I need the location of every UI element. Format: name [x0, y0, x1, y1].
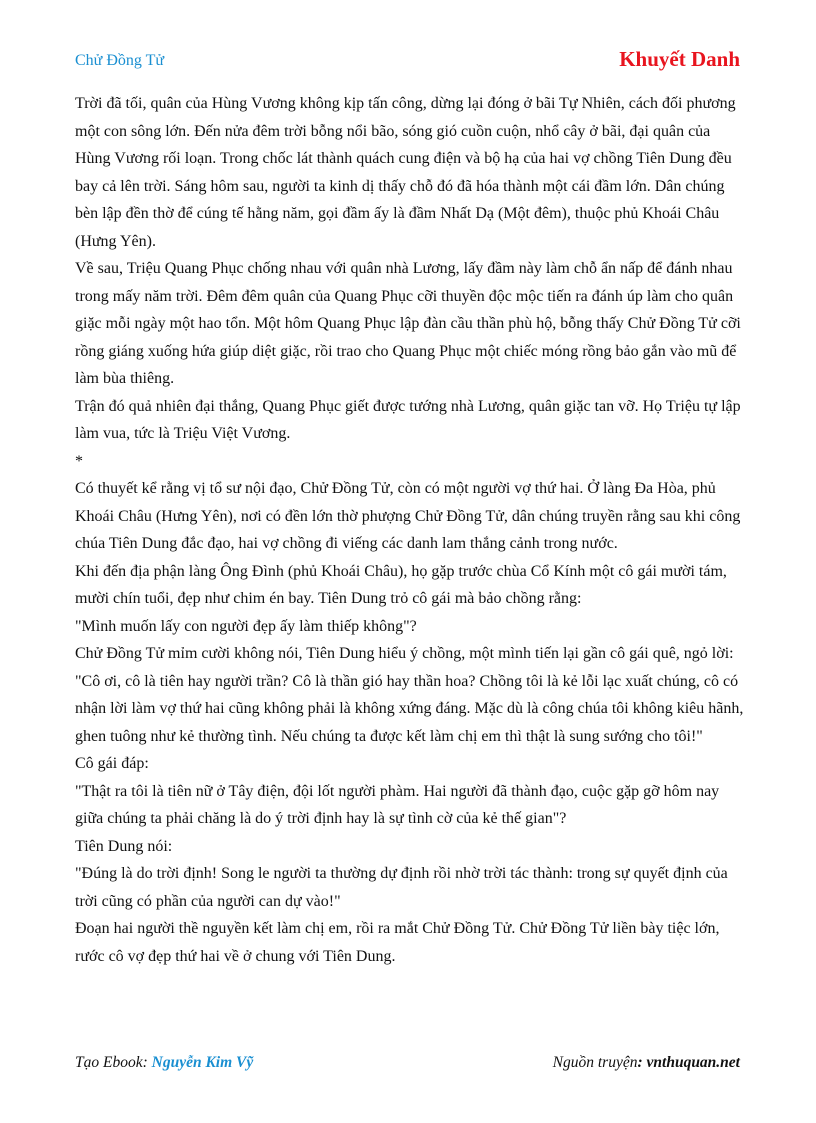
paragraph: Tiên Dung nói: — [75, 837, 173, 855]
ebook-credit: Tạo Ebook: Nguyễn Kim Vỹ — [75, 1054, 254, 1071]
paragraph: Đoạn hai người thề nguyền kết làm chị em, rồi ra mắt Chử Đồng Tử. Chử Đồng Tử liền bày tiệc lớn, rước cô vợ đẹp thứ hai về ở chung với Tiên Dung. — [75, 920, 720, 965]
story-title: Chử Đồng Tử — [75, 52, 165, 69]
paragraph: "Cô ơi, cô là tiên hay người trần? Cô là thần gió hay thần hoa? Chồng tôi là kẻ lỗi lạc xuất chúng, cô có nhận lời làm vợ thứ hai cũng không phải là không xứng đáng. Mặc dù là công chúa tôi không kiêu hãnh, ghen tuông như kẻ thường tình. Nếu chúng ta được kết làm chị em thì thật là sung sướng cho tôi!" — [75, 672, 744, 745]
paragraph: Trời đã tối, quân của Hùng Vương không kịp tấn công, dừng lại đóng ở bãi Tự Nhiên, cách đối phương một con sông lớn. Đến nửa đêm trời bỗng nổi bão, sóng gió cuồn cuộn, nhổ cây ở bãi, đại quân của Hùng Vương rối loạn. Trong chốc lát thành quách cung điện và bộ hạ của hai vợ chồng Tiên Dung đều bay cả lên trời. Sáng hôm sau, người ta kinh dị thấy chỗ đó đã hóa thành một cái đầm lớn. Dân chúng bèn lập đền thờ để cúng tế hằng năm, gọi đầm ấy là đầm Nhất Dạ (Một đêm), thuộc phủ Khoái Châu (Hưng Yên). — [75, 95, 736, 250]
paragraph: "Mình muốn lấy con người đẹp ấy làm thiếp không"? — [75, 617, 417, 635]
source-credit: Nguồn truyện: vnthuquan.net — [552, 1054, 740, 1071]
author-name: Khuyết Danh — [619, 47, 740, 71]
paragraph: Về sau, Triệu Quang Phục chống nhau với quân nhà Lương, lấy đầm này làm chỗ ẩn nấp để đánh nhau trong mấy năm trời. Đêm đêm quân của Quang Phục cỡi thuyền độc mộc tiến ra đánh úp làm cho quân giặc mỗi ngày một hao tổn. Một hôm Quang Phục lập đàn cầu thần phù hộ, bỗng thấy Chử Đồng Tử cỡi rồng giáng xuống hứa giúp diệt giặc, rồi trao cho Quang Phục một chiếc móng rồng bảo gắn vào mũ để làm bùa thiêng. — [75, 260, 741, 387]
section-separator: * — [75, 452, 83, 470]
source-site: vnthuquan.net — [646, 1054, 740, 1071]
paragraph: Trận đó quả nhiên đại thắng, Quang Phục giết được tướng nhà Lương, quân giặc tan vỡ. Họ Triệu tự lập làm vua, tức là Triệu Việt Vương. — [75, 397, 741, 442]
paragraph: Chử Đồng Tử mỉm cười không nói, Tiên Dung hiểu ý chồng, một mình tiến lại gần cô gái quê, ngỏ lời: — [75, 645, 734, 662]
paragraph: Có thuyết kể rằng vị tổ sư nội đạo, Chử Đồng Tử, còn có một người vợ thứ hai. Ở làng Đa Hòa, phủ Khoái Châu (Hưng Yên), nơi có đền lớn thờ phượng Chử Đồng Tử, dân chúng truyền rằng sau khi công chúa Tiên Dung đắc đạo, hai vợ chồng đi viếng các danh lam thắng cảnh trong nước. — [75, 480, 741, 552]
paragraph: "Đúng là do trời định! Song le người ta thường dự định rồi nhờ trời tác thành: trong sự quyết định của trời cũng có phần của người can dự vào!" — [75, 865, 728, 910]
page-footer — [75, 1054, 740, 1078]
paragraph: "Thật ra tôi là tiên nữ ở Tây điện, đội lốt người phàm. Hai người đã thành đạo, cuộc gặp gỡ hôm nay giữa chúng ta phải chăng là do ý trời định hay là sự tình cờ của kẻ thế gian"? — [75, 782, 720, 827]
paragraph: Khi đến địa phận làng Ông Đình (phủ Khoái Châu), họ gặp trước chùa Cổ Kính một cô gái mười tám, mười chín tuổi, đẹp như chim én bay. Tiên Dung trỏ cô gái mà bảo chồng rằng: — [75, 562, 727, 607]
ebook-label: Tạo Ebook — [75, 1054, 143, 1071]
paragraph: Cô gái đáp: — [75, 755, 149, 772]
story-body — [75, 90, 745, 970]
ebook-creator: Nguyễn Kim Vỹ — [151, 1054, 254, 1071]
source-label: Nguồn truyện — [552, 1054, 638, 1071]
page-header — [75, 46, 740, 78]
